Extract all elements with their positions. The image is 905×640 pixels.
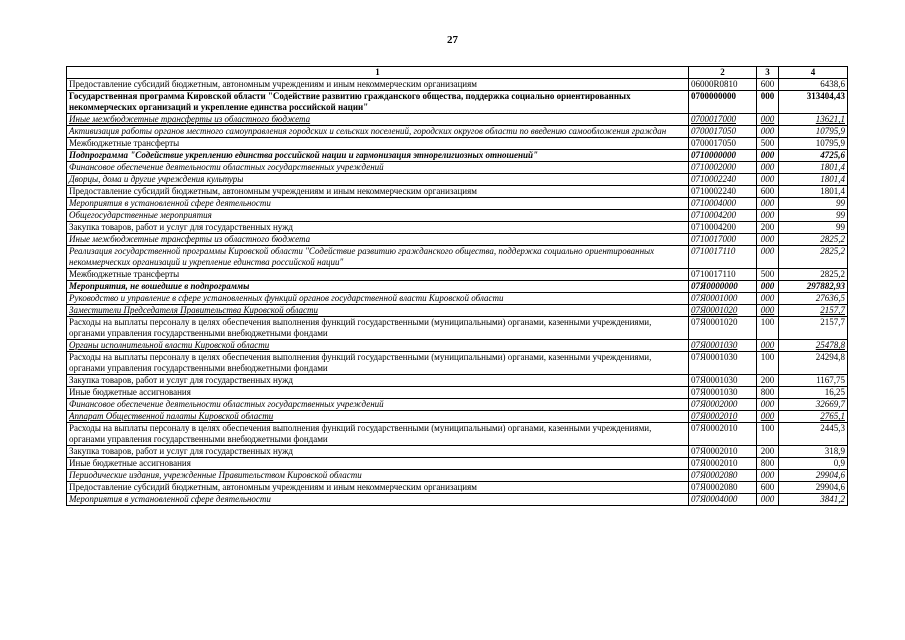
cell-name: Финансовое обеспечение деятельности областных государственных учреждений — [67, 399, 689, 411]
cell-name: Финансовое обеспечение деятельности областных государственных учреждений — [67, 162, 689, 174]
cell-sum: 99 — [779, 210, 848, 222]
cell-name: Общегосударственные мероприятия — [67, 210, 689, 222]
cell-expense-type: 600 — [757, 186, 779, 198]
cell-expense-type: 800 — [757, 458, 779, 470]
cell-sum: 1801,4 — [779, 186, 848, 198]
table-row — [67, 352, 848, 375]
cell-expense-type: 800 — [757, 387, 779, 399]
cell-sum: 32669,7 — [779, 399, 848, 411]
cell-expense-type: 000 — [757, 293, 779, 305]
cell-sum: 2445,3 — [779, 423, 848, 446]
table-row — [67, 114, 848, 126]
cell-expense-type: 100 — [757, 352, 779, 375]
header-col-4: 4 — [779, 67, 848, 79]
table-row — [67, 317, 848, 340]
table-row — [67, 482, 848, 494]
cell-name: Расходы на выплаты персоналу в целях обеспечения выполнения функций государственными (муниципальными) органами, казенными учреждениями, органами управления государственными внебюджетными фондами — [67, 352, 689, 375]
cell-sum: 29904,6 — [779, 470, 848, 482]
cell-sum: 24294,8 — [779, 352, 848, 375]
table-row — [67, 458, 848, 470]
cell-expense-type: 200 — [757, 375, 779, 387]
cell-sum: 27636,5 — [779, 293, 848, 305]
cell-sum: 318,9 — [779, 446, 848, 458]
cell-sum: 99 — [779, 222, 848, 234]
cell-expense-type: 000 — [757, 91, 779, 114]
cell-name: Мероприятия в установленной сфере деятельности — [67, 494, 689, 506]
cell-name: Расходы на выплаты персоналу в целях обеспечения выполнения функций государственными (муниципальными) органами, казенными учреждениями, органами управления государственными внебюджетными фондами — [67, 317, 689, 340]
cell-code: 07Я0002010 — [689, 458, 757, 470]
cell-code: 0700017050 — [689, 126, 757, 138]
table-row — [67, 305, 848, 317]
cell-code: 0710004000 — [689, 198, 757, 210]
table-row — [67, 399, 848, 411]
cell-sum: 1801,4 — [779, 174, 848, 186]
cell-expense-type: 000 — [757, 150, 779, 162]
cell-expense-type: 100 — [757, 423, 779, 446]
cell-name: Аппарат Общественной палаты Кировской области — [67, 411, 689, 423]
cell-code: 07Я0002080 — [689, 482, 757, 494]
cell-code: 0700017000 — [689, 114, 757, 126]
cell-expense-type: 000 — [757, 126, 779, 138]
cell-code: 06000R0810 — [689, 79, 757, 91]
cell-sum: 1167,75 — [779, 375, 848, 387]
cell-code: 0710017110 — [689, 246, 757, 269]
cell-sum: 2825,2 — [779, 234, 848, 246]
table-row — [67, 150, 848, 162]
cell-expense-type: 000 — [757, 174, 779, 186]
cell-sum: 1801,4 — [779, 162, 848, 174]
cell-name: Закупка товаров, работ и услуг для государственных нужд — [67, 375, 689, 387]
cell-code: 07Я0002000 — [689, 399, 757, 411]
cell-sum: 99 — [779, 198, 848, 210]
table-row — [67, 186, 848, 198]
cell-sum: 3841,2 — [779, 494, 848, 506]
cell-name: Органы исполнительной власти Кировской области — [67, 340, 689, 352]
cell-name: Предоставление субсидий бюджетным, автономным учреждениям и иным некоммерческим организациям — [67, 186, 689, 198]
page-number: 27 — [447, 34, 458, 46]
cell-sum: 25478,8 — [779, 340, 848, 352]
table-row — [67, 340, 848, 352]
cell-sum: 2765,1 — [779, 411, 848, 423]
cell-code: 0710002000 — [689, 162, 757, 174]
cell-code: 0710002240 — [689, 186, 757, 198]
cell-name: Межбюджетные трансферты — [67, 138, 689, 150]
table-row — [67, 174, 848, 186]
cell-code: 07Я0001030 — [689, 340, 757, 352]
cell-sum: 2825,2 — [779, 269, 848, 281]
table-row — [67, 198, 848, 210]
cell-expense-type: 600 — [757, 482, 779, 494]
cell-expense-type: 000 — [757, 305, 779, 317]
cell-expense-type: 000 — [757, 114, 779, 126]
cell-expense-type: 000 — [757, 340, 779, 352]
cell-sum: 13621,1 — [779, 114, 848, 126]
table-row — [67, 387, 848, 399]
header-col-2: 2 — [689, 67, 757, 79]
table-row — [67, 269, 848, 281]
cell-expense-type: 000 — [757, 281, 779, 293]
cell-code: 0710004200 — [689, 210, 757, 222]
cell-code: 0710017000 — [689, 234, 757, 246]
cell-name: Иные бюджетные ассигнования — [67, 387, 689, 399]
cell-sum: 4725,6 — [779, 150, 848, 162]
cell-name: Мероприятия, не вошедшие в подпрограммы — [67, 281, 689, 293]
cell-code: 0710000000 — [689, 150, 757, 162]
table-row — [67, 210, 848, 222]
cell-code: 0700017050 — [689, 138, 757, 150]
table-row — [67, 222, 848, 234]
cell-code: 07Я0002010 — [689, 446, 757, 458]
cell-expense-type: 200 — [757, 222, 779, 234]
cell-name: Дворцы, дома и другие учреждения культуры — [67, 174, 689, 186]
table-row — [67, 494, 848, 506]
cell-code: 07Я0001020 — [689, 317, 757, 340]
table-row — [67, 234, 848, 246]
cell-name: Межбюджетные трансферты — [67, 269, 689, 281]
cell-code: 07Я0001000 — [689, 293, 757, 305]
cell-expense-type: 500 — [757, 138, 779, 150]
cell-code: 07Я0002010 — [689, 411, 757, 423]
cell-code: 07Я0001030 — [689, 387, 757, 399]
cell-sum: 2157,7 — [779, 305, 848, 317]
cell-code: 0700000000 — [689, 91, 757, 114]
table-row — [67, 138, 848, 150]
cell-name: Активизация работы органов местного самоуправления городских и сельских поселений, городских округов области по введению самообложения граждан — [67, 126, 689, 138]
cell-code: 0710017110 — [689, 269, 757, 281]
cell-name: Иные бюджетные ассигнования — [67, 458, 689, 470]
cell-expense-type: 500 — [757, 269, 779, 281]
cell-name: Закупка товаров, работ и услуг для государственных нужд — [67, 446, 689, 458]
cell-sum: 10795,9 — [779, 138, 848, 150]
table-row — [67, 79, 848, 91]
cell-expense-type: 100 — [757, 317, 779, 340]
table-header-row — [67, 67, 848, 79]
table-row — [67, 470, 848, 482]
table-row — [67, 446, 848, 458]
cell-expense-type: 000 — [757, 399, 779, 411]
cell-code: 07Я0004000 — [689, 494, 757, 506]
cell-expense-type: 200 — [757, 446, 779, 458]
cell-code: 07Я0001030 — [689, 352, 757, 375]
cell-code: 07Я0002080 — [689, 470, 757, 482]
cell-sum: 29904,6 — [779, 482, 848, 494]
cell-sum: 2825,2 — [779, 246, 848, 269]
header-col-3: 3 — [757, 67, 779, 79]
cell-sum: 6438,6 — [779, 79, 848, 91]
table-row — [67, 375, 848, 387]
table-row — [67, 423, 848, 446]
cell-sum: 297882,93 — [779, 281, 848, 293]
cell-sum: 16,25 — [779, 387, 848, 399]
cell-name: Государственная программа Кировской области "Содействие развитию гражданского общества, поддержка социально ориентированных некоммерческих организаций и укрепление единства российской нации" — [67, 91, 689, 114]
cell-name: Подпрограмма "Содействие укреплению единства российской нации и гармонизация этнорелигиозных отношений" — [67, 150, 689, 162]
cell-code: 07Я0001020 — [689, 305, 757, 317]
cell-expense-type: 000 — [757, 198, 779, 210]
table-row — [67, 91, 848, 114]
cell-code: 07Я0002010 — [689, 423, 757, 446]
cell-name: Реализация государственной программы Кировской области "Содействие развитию гражданского общества, поддержка социально ориентированных некоммерческих организаций и укрепление единства российской нации" — [67, 246, 689, 269]
cell-code: 0710004200 — [689, 222, 757, 234]
cell-expense-type: 000 — [757, 162, 779, 174]
cell-sum: 10795,9 — [779, 126, 848, 138]
header-col-1: 1 — [67, 67, 689, 79]
cell-name: Периодические издания, учрежденные Правительством Кировской области — [67, 470, 689, 482]
cell-name: Мероприятия в установленной сфере деятельности — [67, 198, 689, 210]
cell-expense-type: 000 — [757, 470, 779, 482]
cell-name: Руководство и управление в сфере установленных функций органов государственной власти Кировской области — [67, 293, 689, 305]
table-row — [67, 411, 848, 423]
cell-code: 07Я0001030 — [689, 375, 757, 387]
cell-name: Заместители Председателя Правительства Кировской области — [67, 305, 689, 317]
cell-name: Предоставление субсидий бюджетным, автономным учреждениям и иным некоммерческим организациям — [67, 79, 689, 91]
cell-name: Иные межбюджетные трансферты из областного бюджета — [67, 114, 689, 126]
table-row — [67, 293, 848, 305]
cell-expense-type: 600 — [757, 79, 779, 91]
table-row — [67, 162, 848, 174]
table-row — [67, 246, 848, 269]
cell-code: 0710002240 — [689, 174, 757, 186]
cell-name: Расходы на выплаты персоналу в целях обеспечения выполнения функций государственными (муниципальными) органами, казенными учреждениями, органами управления государственными внебюджетными фондами — [67, 423, 689, 446]
cell-expense-type: 000 — [757, 494, 779, 506]
cell-name: Иные межбюджетные трансферты из областного бюджета — [67, 234, 689, 246]
cell-sum: 0,9 — [779, 458, 848, 470]
cell-expense-type: 000 — [757, 246, 779, 269]
cell-name: Предоставление субсидий бюджетным, автономным учреждениям и иным некоммерческим организациям — [67, 482, 689, 494]
cell-code: 07Я0000000 — [689, 281, 757, 293]
cell-expense-type: 000 — [757, 234, 779, 246]
table-row — [67, 126, 848, 138]
cell-expense-type: 000 — [757, 411, 779, 423]
cell-name: Закупка товаров, работ и услуг для государственных нужд — [67, 222, 689, 234]
budget-table — [66, 66, 848, 506]
cell-sum: 2157,7 — [779, 317, 848, 340]
table-row — [67, 281, 848, 293]
cell-sum: 313404,43 — [779, 91, 848, 114]
cell-expense-type: 000 — [757, 210, 779, 222]
